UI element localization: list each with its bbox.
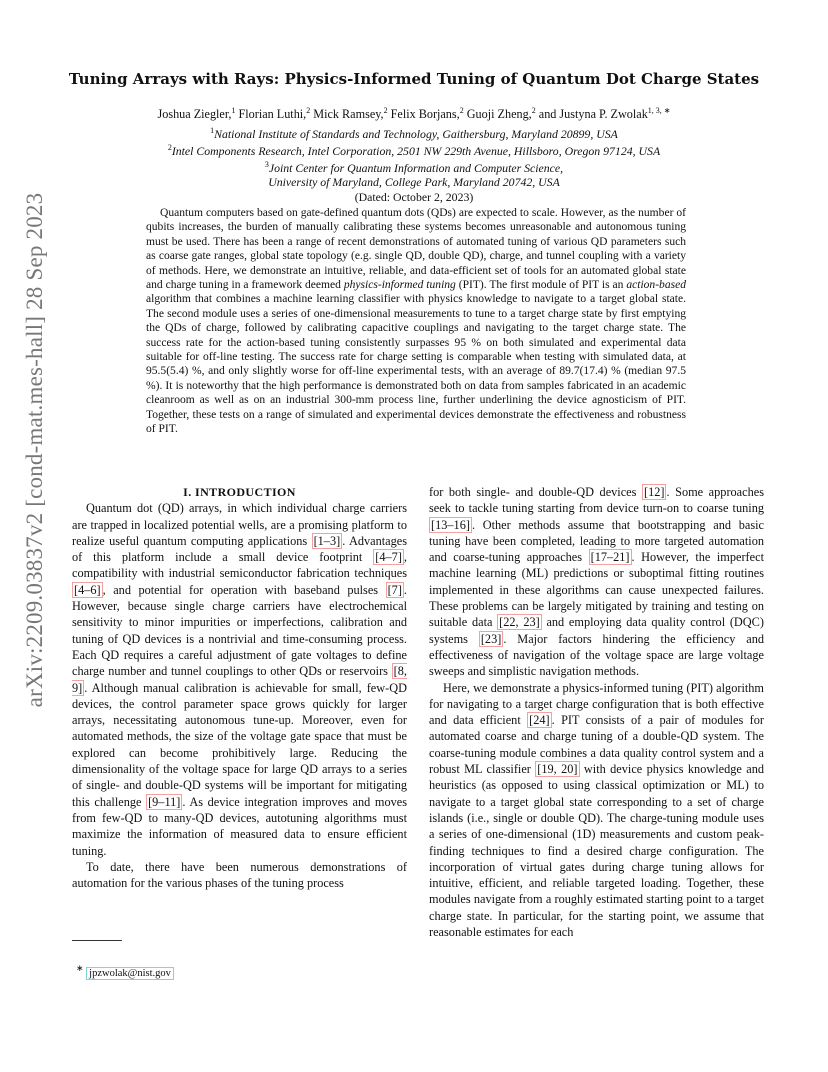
arxiv-sidebar: [22, 192, 48, 708]
footnote-rule: [72, 940, 122, 941]
author-name: Joshua Ziegler,: [157, 107, 232, 122]
citation-link[interactable]: [12]: [643, 485, 665, 499]
author-affiliation-mark: 1, 3, ∗: [647, 106, 671, 115]
right-column: [429, 484, 764, 940]
intro-paragraph-3: Here, we demonstrate a physics-informed tuning (PIT) algorithm for navigating to a target charge configuration that is both effective and data efficient [24] . PIT consists of a pair of modules for automated coarse and charge tuning of a double-QD system. The coarse-tuning module combines a data quality control system and a robust ML classifier [19, 20] with device physics knowledge and heuristics (as opposed to using classical optimization or ML) to navigate to a target global state corresponding to a set of charge islands (i.e., single or double QD). The charge-tuning module uses a series of one-dimensional (1D) measurements and custom peak-finding techniques to find a desired charge configuration. The incorporation of virtual gates during charge tuning allows for intuitive, efficient, and reliable targeted loading. Together, these modules navigate from a roughly estimated starting point to a target charge state. In particular, for the starting point, we assume that reasonable estimates for each: [429, 680, 765, 940]
citation-link[interactable]: [17–21]: [590, 550, 630, 565]
citation-link[interactable]: [9–11]: [148, 794, 181, 809]
paper-title: Tuning Arrays with Rays: Physics-Informed Tuning of Quantum Dot Charge States: [68, 70, 760, 88]
citation-link[interactable]: [4–7]: [375, 550, 402, 565]
author-name: Felix Borjans,: [390, 107, 460, 122]
author-name: Guoji Zheng,: [466, 107, 532, 122]
affiliation-2: $^2$Intel Components Research, Intel Corporation, 2501 NW 229th Avenue, Hillsboro, Oregon 97124, USA: [167, 143, 661, 159]
author-list: [60, 106, 768, 122]
author-name: and Justyna P. Zwolak: [538, 107, 648, 122]
affiliation-3-cont: University of Maryland, College Park, Maryland 20742, USA: [268, 175, 560, 190]
author-name: Florian Luthi,: [238, 107, 307, 122]
author-affiliation-mark: 2: [383, 106, 388, 115]
left-column: [72, 484, 407, 891]
citation-link[interactable]: [4–6]: [74, 582, 101, 597]
author-affiliation-mark: 1: [231, 106, 236, 115]
citation-link[interactable]: [19, 20]: [537, 762, 578, 777]
footnote: [76, 963, 174, 979]
citation-link[interactable]: [8, 9]: [72, 664, 407, 695]
author-affiliation-mark: 2: [306, 106, 311, 115]
citation-link[interactable]: [22, 23]: [499, 615, 540, 630]
arxiv-identifier: arXiv:2209.03837v2 [cond-mat.mes-hall] 28 Sep 2023: [22, 192, 47, 708]
abstract: Quantum computers based on gate-defined quantum dots (QDs) are expected to scale. However, as the number of qubits increases, the burden of manually calibrating these systems becomes unreasonable and autonomous tuning must be used. There has been a range of recent demonstrations of automated tuning of various QD parameters such as coarse gate ranges, global state topology (e.g. single QD, double QD), charge, and tunnel coupling with a variety of methods. Here, we demonstrate an intuitive, reliable, and data-efficient set of tools for an automated global state and charge tuning in a framework deemed physics-informed tuning (PIT). The first module of PIT is an action-based algorithm that combines a machine learning classifier with physics knowledge to navigate to a target global state. The second module uses a series of one-dimensional measurements to tune to a target charge state by first emptying the QDs of charge, followed by calibrating capacitive couplings and navigating to the target charge state. The success rate for the action-based tuning consistently surpasses 95 % on both simulated and experimental data suitable for off-line testing. The success rate for charge setting is comparable when testing with simulated data, at 95.5(5.4) %, and only slightly worse for off-line experimental tests, with an average of 89.7(17.4) % (median 97.5 %). It is noteworthy that the high performance is demonstrated both on data from samples fabricated in an academic cleanroom as well as on an industrial 300-mm process line, further underlining the device agnosticism of PIT. Together, these tests on a range of simulated and experimental devices demonstrate the effectiveness and robustness of PIT.: [146, 207, 686, 436]
citation-link[interactable]: [1–3]: [313, 533, 341, 548]
citation-link[interactable]: [23]: [480, 631, 502, 646]
affiliation-3: $^3$Joint Center for Quantum Information and Computer Science,: [264, 160, 564, 176]
intro-paragraph-2: To date, there have been numerous demonstrations of automation for the various phases of the tuning process: [72, 859, 407, 891]
author-affiliation-mark: 2: [531, 106, 536, 115]
author-affiliation-mark: 2: [459, 106, 464, 115]
affiliations: [60, 124, 768, 204]
intro-paragraph-1: Quantum dot (QD) arrays, in which individual charge carriers are trapped in localized potential wells, are a promising platform to realize useful quantum computing applications [1–3] . Advantages of this platform include a small device footprint [4–7] , compatibility with industrial semiconductor fabrication techniques [4–6] , and potential for operation with baseband pulses [7] . However, because single charge carriers have electrochemical sensitivity to minor impurities or imperfections, calibration and tuning of QD devices is a nontrivial and time-consuming process. Each QD requires a careful adjustment of gate voltages to define charge number and tunnel couplings to other QDs or reservoirs [8, 9] . Although manual calibration is achievable for small, few-QD devices, the control parameter space grows quickly for larger arrays, necessitating autonomous tune-up. Moreover, even for automated methods, the size of the voltage gate space that must be explored can become prohibitively large. Reducing the dimensionality of the voltage space for large QD arrays to a series of single- and double-QD systems will be important for mitigating this challenge [9–11] . As device integration improves and moves from few-QD to many-QD devices, autotuning algorithms must maximize the information of measured data to ensure efficient tuning.: [72, 501, 407, 858]
citation-link[interactable]: [7]: [387, 582, 402, 597]
footnote-mark: ∗: [76, 963, 84, 973]
author-email-link[interactable]: jpzwolak@nist.gov: [86, 967, 174, 980]
date-line: (Dated: October 2, 2023): [354, 189, 474, 204]
intro-paragraph-2-cont: for both single- and double-QD devices [12] . Some approaches seek to tackle tuning starting from device turn-on to coarse tuning [13–16] . Other methods assume that bootstrapping and basic tuning have been completed, leading to more targeted automation and coarse-tuning approaches [17–21] . However, the imperfect machine learning (ML) predictions or suboptimal fitting routines implemented in these algorithms can cause unexpected failures. These problems can be largely mitigated by training and testing on suitable data [22, 23] and employing data quality control (DQC) systems [23] . Major factors hindering the efficiency and effectiveness of navigation of the voltage space are large voltage sweeps and simplistic navigation methods.: [429, 485, 764, 679]
section-heading-introduction: I. INTRODUCTION: [183, 485, 296, 499]
citation-link[interactable]: [24]: [529, 713, 550, 728]
affiliation-1: $^1$National Institute of Standards and Technology, Gaithersburg, Maryland 20899, USA: [210, 126, 618, 141]
citation-link[interactable]: [13–16]: [431, 517, 470, 532]
author-name: Mick Ramsey,: [313, 107, 384, 122]
